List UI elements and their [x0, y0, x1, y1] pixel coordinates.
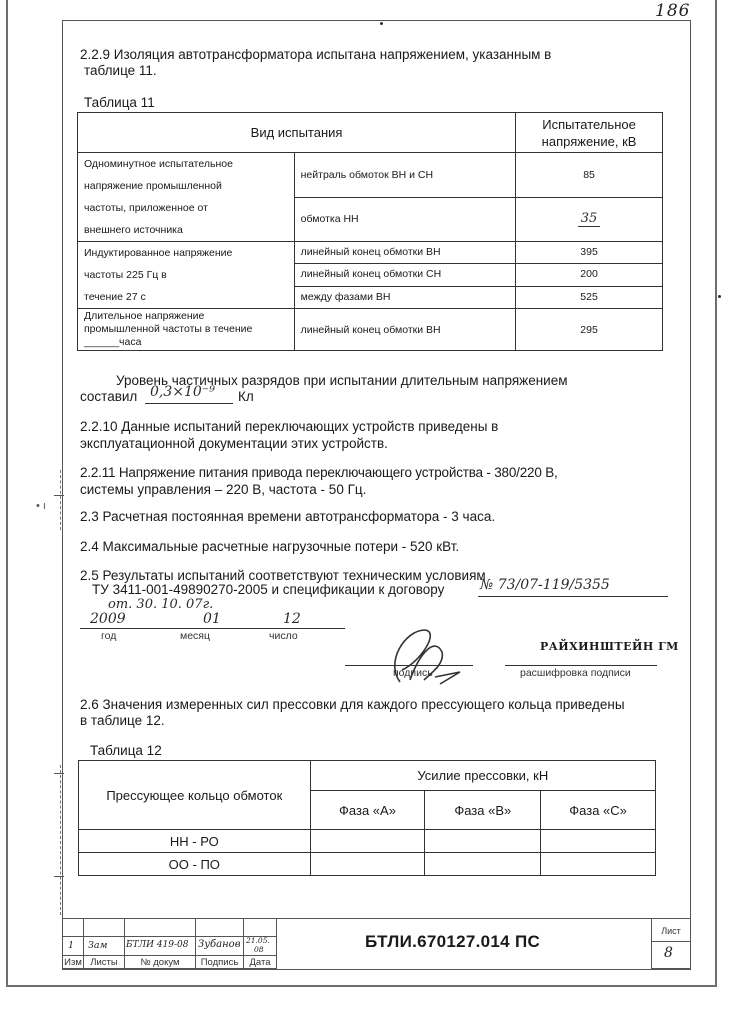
group-name-line: частоты 225 Гц в: [84, 269, 167, 281]
binding-tick: [54, 876, 64, 877]
day-label: число: [269, 630, 298, 642]
handwritten-sheet-number: 186: [655, 1, 691, 21]
force-value: [541, 830, 656, 853]
test-point: нейтраль обмоток ВН и СН: [294, 153, 515, 198]
table12-caption: Таблица 12: [90, 743, 162, 758]
tb-docno-value: БТЛИ 419-08: [126, 940, 189, 950]
signer-name-stamp: РАЙХИНШТЕЙН ГМ: [540, 640, 679, 653]
group-name-line: Одноминутное испытательное: [84, 158, 233, 170]
group-name-line: промышленной частоты в течение: [84, 323, 253, 335]
group-name-line: Индуктированное напряжение: [84, 247, 233, 259]
group-name-line: частоты, приложенное от: [84, 202, 208, 214]
table12-header-phase-b: Фаза «В»: [425, 791, 541, 830]
section-2-4: 2.4 Максимальные расчетные нагрузочные потери - 520 кВт.: [80, 539, 460, 554]
tb-label-docno: № докум: [140, 957, 180, 968]
test-voltage: 200: [516, 264, 663, 286]
tb-row-line: [62, 936, 277, 937]
test-voltage-handwritten: [516, 197, 663, 242]
test-point: обмотка НН: [294, 197, 515, 242]
section-2-2-9-line1: 2.2.9 Изоляция автотрансформатора испытана напряжением, указанным в: [80, 47, 552, 62]
force-value: [425, 853, 541, 876]
table12-header-phase-a: Фаза «А»: [310, 791, 425, 830]
scan-speck: [380, 22, 383, 25]
binding-margin-mark: [60, 765, 61, 915]
partial-discharge-unit: Кл: [238, 389, 254, 404]
ring-name: НН - РО: [79, 830, 311, 853]
partial-discharge-prefix: составил: [80, 389, 138, 404]
table-row: [79, 830, 656, 853]
scan-mark: • ı: [36, 500, 46, 512]
test-voltage: 295: [516, 309, 663, 351]
section-2-2-9-line2: таблице 11.: [84, 63, 157, 78]
binding-tick: [54, 495, 64, 496]
partial-discharge-value: 0,3×10⁻⁹: [150, 384, 215, 400]
signature-scribble: [380, 622, 470, 692]
test-point: линейный конец обмотки ВН: [294, 309, 515, 351]
test-point: линейный конец обмотки СН: [294, 264, 515, 286]
test-voltage: 85: [516, 153, 663, 198]
table-row: [78, 153, 663, 198]
tb-sheet-divider: [651, 941, 691, 942]
test-point: между фазами ВН: [294, 286, 515, 308]
table-row: [78, 309, 663, 351]
table11-group-name: [78, 153, 295, 242]
table-11: [77, 112, 663, 351]
tb-row-line: [62, 955, 277, 956]
tb-izm-value: 1: [68, 940, 75, 951]
section-2-3: 2.3 Расчетная постоянная времени автотрансформатора - 3 часа.: [80, 509, 496, 524]
test-point: линейный конец обмотки ВН: [294, 242, 515, 264]
contract-date-handwritten: от. 30. 10. 07г.: [108, 597, 214, 612]
table-12: [78, 760, 656, 876]
date-day: 12: [283, 611, 301, 627]
table11-header-row: [78, 113, 663, 153]
partial-discharge-line1: Уровень частичных разрядов при испытании длительным напряжением: [116, 373, 568, 388]
tb-label-signature: Подпись: [200, 957, 239, 968]
year-label: год: [101, 630, 117, 642]
tb-sheet-number: 8: [664, 945, 673, 961]
section-2-2-11-line2: системы управления – 220 В, частота - 50 Гц.: [80, 482, 367, 497]
table-row: [78, 242, 663, 264]
date-month: 01: [203, 611, 221, 627]
signer-label: расшифровка подписи: [520, 667, 631, 679]
tb-sheet-label: Лист: [661, 926, 681, 936]
date-underline: [80, 628, 345, 629]
group-name-line: внешнего источника: [84, 224, 183, 236]
fill-in-underline: [478, 596, 668, 597]
tb-label-izm: Изм: [64, 957, 82, 968]
group-name-line: напряжение промышленной: [84, 180, 222, 192]
table12-header-row: [79, 761, 656, 791]
force-value: [541, 853, 656, 876]
table11-group-name: [78, 309, 295, 351]
handwritten-value: 35: [578, 211, 601, 227]
signature-label: подпись: [393, 667, 433, 679]
section-2-5-line2: ТУ 3411-001-49890270-2005 и спецификации к договору: [92, 582, 445, 597]
group-name-line: Длительное напряжение: [84, 310, 205, 322]
table11-header-voltage: [516, 113, 663, 153]
document-code: БТЛИ.670127.014 ПС: [365, 932, 541, 951]
section-2-6-line1: 2.6 Значения измеренных сил прессовки для каждого прессующего кольца приведены: [80, 697, 625, 712]
tb-date-value-line2: 08: [254, 945, 264, 954]
force-value: [310, 853, 425, 876]
tb-label-date: Дата: [249, 957, 271, 968]
ring-name: ОО - ПО: [79, 853, 311, 876]
table-row: [79, 853, 656, 876]
section-2-2-10-line2: эксплуатационной документации этих устройств.: [80, 436, 388, 451]
table11-group-name: [78, 242, 295, 309]
force-value: [310, 830, 425, 853]
section-2-5-line1: 2.5 Результаты испытаний соответствуют техническим условиям: [80, 568, 486, 583]
table11-caption: Таблица 11: [84, 95, 155, 110]
table12-header-phase-c: Фаза «С»: [541, 791, 656, 830]
tb-date-value-line1: 21.05.: [246, 936, 270, 945]
section-2-2-10-line1: 2.2.10 Данные испытаний переключающих устройств приведены в: [80, 419, 499, 434]
signature-underline: [345, 665, 473, 666]
month-label: месяц: [180, 630, 211, 642]
tb-listy-value: Зам: [88, 940, 108, 951]
table11-header-test-type: Вид испытания: [78, 113, 516, 153]
date-year: 2009: [90, 611, 126, 627]
tb-label-listy: Листы: [90, 957, 118, 968]
section-2-2-11-line1: 2.2.11 Напряжение питания привода переключающего устройства - 380/220 В,: [80, 465, 558, 480]
signer-underline: [505, 665, 657, 666]
header-voltage-line1: Испытательное: [542, 116, 636, 132]
tb-signature-value: Зубанов: [198, 939, 241, 950]
binding-margin-mark: [60, 470, 61, 530]
table12-header-force: Усилие прессовки, кН: [310, 761, 655, 791]
group-name-line: течение 27 с: [84, 291, 146, 303]
test-voltage: 395: [516, 242, 663, 264]
table12-header-ring: Прессующее кольцо обмоток: [79, 761, 311, 830]
header-voltage-line2: напряжение, кВ: [541, 133, 637, 149]
section-2-6-line2: в таблице 12.: [80, 713, 165, 728]
scan-speck: [718, 295, 721, 298]
force-value: [425, 830, 541, 853]
group-name-line: ______часа: [84, 336, 142, 348]
contract-number-handwritten: № 73/07-119/5355: [480, 577, 610, 593]
fill-in-underline: [145, 403, 233, 404]
test-voltage: 525: [516, 286, 663, 308]
binding-tick: [54, 773, 64, 774]
